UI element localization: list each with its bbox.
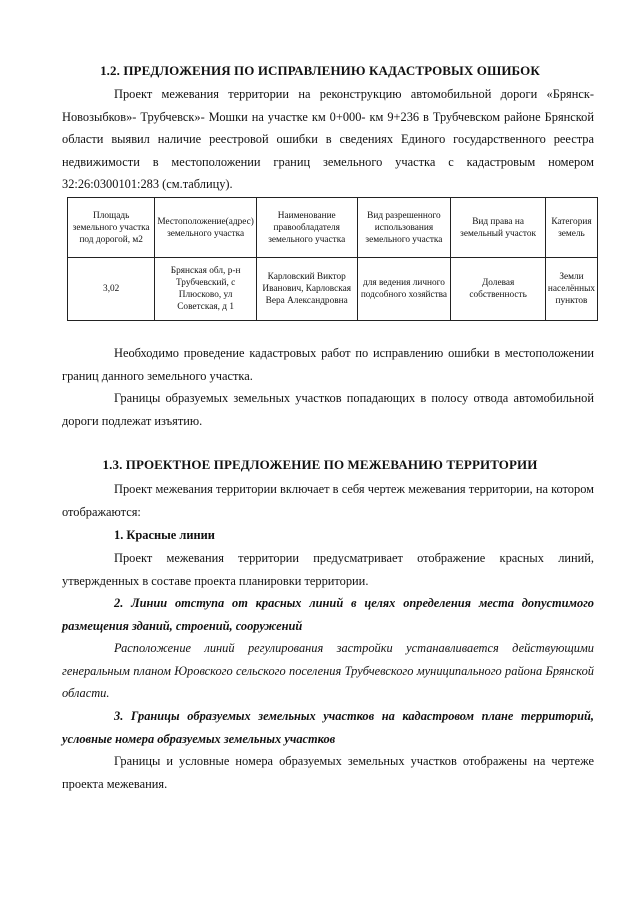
section-1-3-intro: Проект межевания территории включает в себя чертеж межевания территории, на котором отображаются: [62,482,594,519]
header-location: Местоположение(адрес) земельного участка [155,198,256,258]
para-boundaries-seizure: Границы образуемых земельных участков попадающих в полосу отвода автомобильной дороги подлежат изъятию. [62,391,594,428]
item2-text: Расположение линий регулирования застройки устанавливается действующими генеральным планом Юровского сельского поселения Трубчевского муниципального района Брянской области. [62,641,594,701]
section-1-3-heading: 1.3. ПРОЕКТНОЕ ПРЕДЛОЖЕНИЕ ПО МЕЖЕВАНИЮ ТЕРРИТОРИИ [102,457,538,472]
section-1-2-intro: Проект межевания территории на реконструкцию автомобильной дороги «Брянск-Новозыбков»- Трубчевск»- Мошки на участке км 0+000- км 9+236 в Трубчевском районе Брянской области выявил наличие реестровой ошибки в сведениях Единого государственного реестра недвижимости в местоположении границ земельного участка с кадастровым номером 32:26:0300101:283 (см.таблицу). [62,87,594,192]
para-necessary-works: Необходимо проведение кадастровых работ по исправлению ошибки в местоположении границ данного земельного участка. [62,346,594,383]
item3-title: 3. Границы образуемых земельных участков на кадастровом плане территорий, условные номера образуемых земельных участков [62,709,594,746]
cell-permitted-use: для ведения личного подсобного хозяйства [357,258,451,321]
item2-title: 2. Линии отступа от красных линий в целях определения места допустимого размещения зданий, строений, сооружений [62,596,594,633]
header-permitted-use: Вид разрешенного использования земельного участка [357,198,451,258]
header-land-category: Категория земель [545,198,597,258]
table-header-row [68,198,598,258]
cell-right-type: Долевая собственность [451,258,546,321]
item1-title: 1. Красные линии [114,528,215,542]
item1-text: Проект межевания территории предусматривает отображение красных линий, утвержденных в составе проекта планировки территории. [62,551,594,588]
header-area: Площадь земельного участка под дорогой, м2 [68,198,155,258]
section-1-2-heading: 1.2. ПРЕДЛОЖЕНИЯ ПО ИСПРАВЛЕНИЮ КАДАСТРОВЫХ ОШИБОК [100,63,540,78]
cell-owner: Карловский Виктор Иванович, Карловская Вера Александровна [256,258,357,321]
header-right-type: Вид права на земельный участок [451,198,546,258]
table-row [68,258,598,321]
cell-location: Брянская обл, р-н Трубчевский, с Плюсково, ул Советская, д 1 [155,258,256,321]
cadastral-table [67,197,598,321]
cell-area: 3,02 [68,258,155,321]
header-owner: Наименование правообладателя земельного участка [256,198,357,258]
item3-text: Границы и условные номера образуемых земельных участков отображены на чертеже проекта межевания. [62,754,594,791]
cell-land-category: Земли населённых пунктов [545,258,597,321]
